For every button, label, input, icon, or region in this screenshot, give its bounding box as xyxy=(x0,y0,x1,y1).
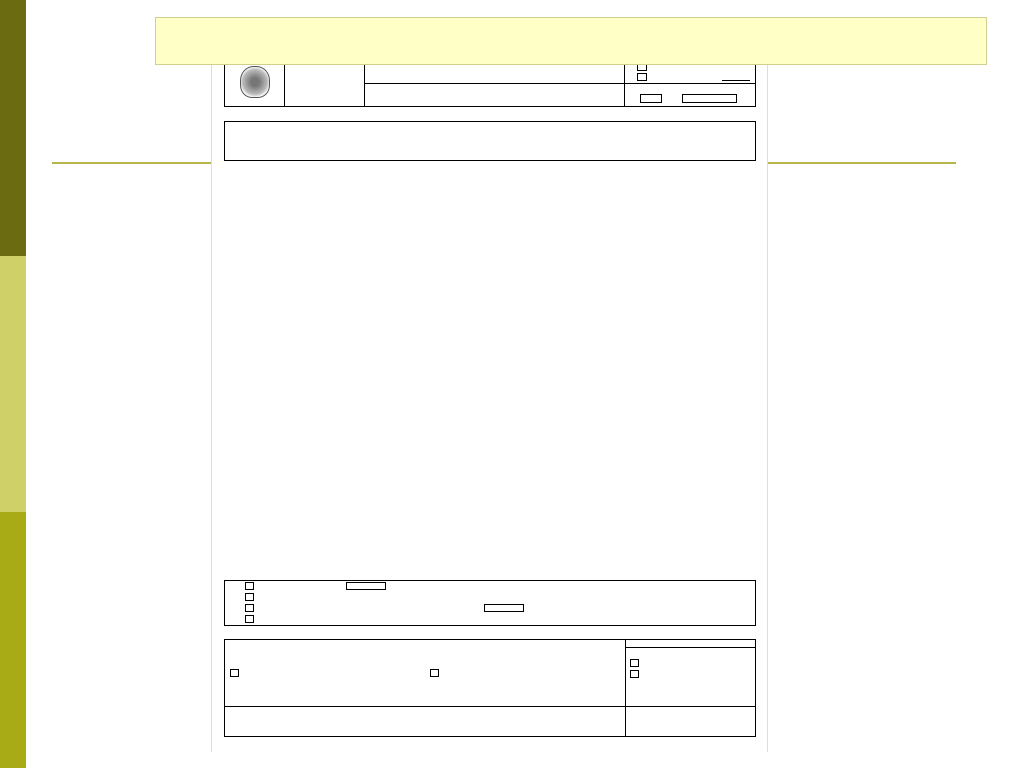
section-a-box xyxy=(224,121,756,161)
rule-right xyxy=(768,162,956,164)
sidebar-bar-bottom xyxy=(0,512,26,768)
rule-left xyxy=(52,162,212,164)
sidebar-bar-top xyxy=(0,0,26,256)
slide-title xyxy=(155,17,987,65)
section-d-box xyxy=(224,639,756,737)
spt-form-image xyxy=(211,46,768,752)
sidebar-bar-middle xyxy=(0,256,26,512)
spt-pembetulan-checkbox xyxy=(637,73,647,81)
section-c-box xyxy=(224,580,756,626)
garuda-emblem-icon xyxy=(240,66,270,98)
